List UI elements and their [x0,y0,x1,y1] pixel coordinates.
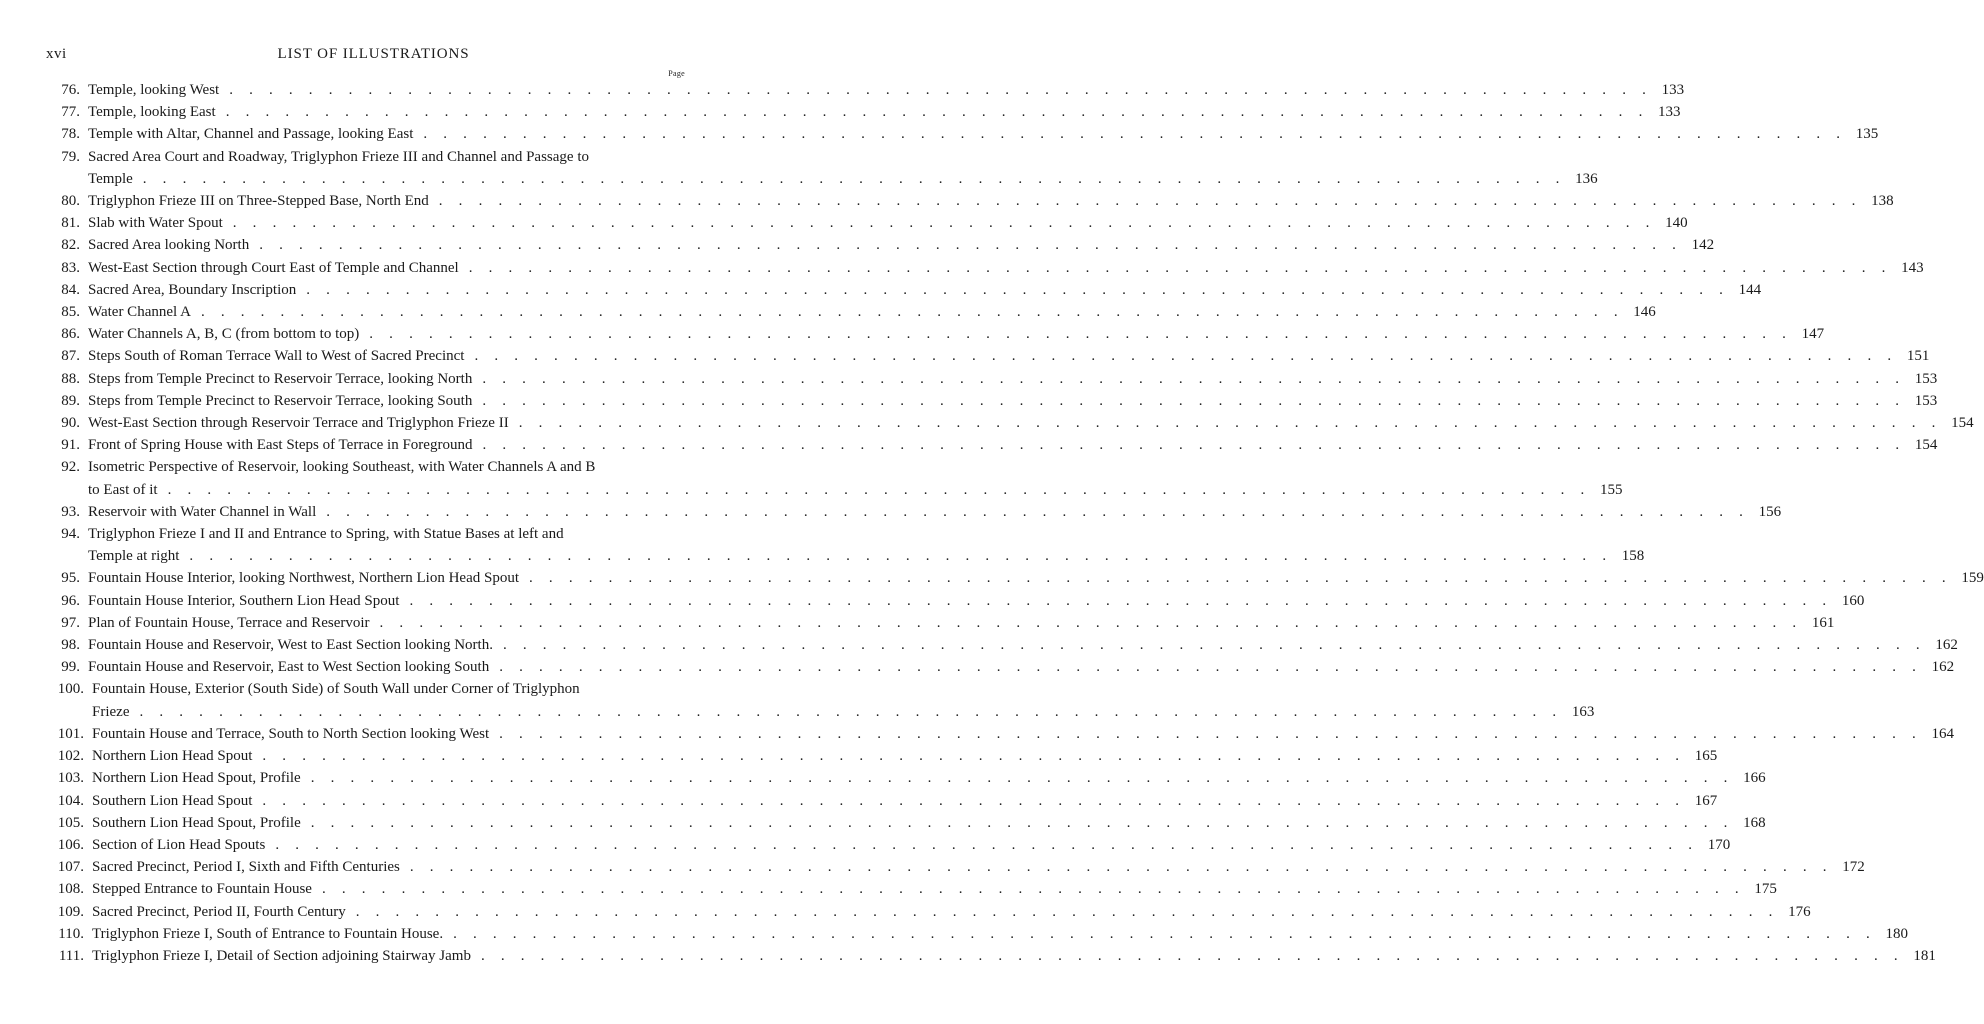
entry-title: West-East Section through Court East of Temple and Channel [88,259,459,276]
entry-body [92,812,1766,834]
entry-page-number: 156 [1758,503,1782,520]
list-item [0,234,1715,256]
list-item [0,212,1688,234]
entry-title: Temple at right [88,548,180,565]
entry-number: 110. [58,925,84,942]
entry-title: Southern Lion Head Spout, Profile [92,814,301,831]
dot-leader: . . . . . . . . . . . . . . . . . . . . . . . . . . . . . . . . . . . . . . . . . . . . . . . . . . . . . . . . . . . . . . . . . . . . . . . . [409,592,1833,609]
entry-title: Triglyphon Frieze I, Detail of Section adjoining Stairway Jamb [92,947,471,964]
entry-number: 79. [61,148,80,165]
entry-page-number: 165 [1694,748,1718,765]
entry-body [92,790,1717,812]
entry-page-number: 133 [1658,104,1681,121]
entry-number: 111. [58,947,84,964]
dot-leader: . . . . . . . . . . . . . . . . . . . . . . . . . . . . . . . . . . . . . . . . . . . . . . . . . . . . . . . . . . . . . . . . . . . . . . . . [310,814,1734,831]
entry-number: 106. [57,836,84,853]
dot-leader: . . . . . . . . . . . . . . . . . . . . . . . . . . . . . . . . . . . . . . . . . . . . . . . . . . . . . . . . . . . . . . . . . . . . . . . . [423,126,1847,143]
entry-body [88,412,1974,434]
entry-page-number: 135 [1855,126,1879,143]
entry-page-number: 170 [1707,836,1731,853]
dot-leader: . . . . . . . . . . . . . . . . . . . . . . . . . . . . . . . . . . . . . . . . . . . . . . . . . . . . . . . . . . . . . . . . . . . . . . . . [474,348,1898,365]
entry-page-number: 172 [1842,859,1865,876]
entry-title: Temple, looking East [88,104,216,121]
dot-leader: . . . . . . . . . . . . . . . . . . . . . . . . . . . . . . . . . . . . . . . . . . . . . . . . . . . . . . . . . . . . . . . . . . . . . . . . [482,437,1906,454]
dot-leader: . . . . . . . . . . . . . . . . . . . . . . . . . . . . . . . . . . . . . . . . . . . . . . . . . . . . . . . . . . . . . . . . . . . . . . . . [262,748,1686,765]
list-item [0,723,1954,745]
entry-title: Northern Lion Head Spout [92,748,253,765]
list-item [0,612,1835,634]
entry-body [88,146,1598,190]
list-item [0,434,1938,456]
list-item [0,945,1936,967]
entry-number: 78. [61,126,80,143]
entry-body [88,612,1834,634]
entry-title: Triglyphon Frieze III on Three-Stepped Base, North End [88,193,429,210]
entry-title: Slab with Water Spout [88,215,223,232]
list-item [0,123,1879,145]
list-item [0,901,1811,923]
entry-title: Sacred Precinct, Period II, Fourth Century [92,903,346,920]
dot-leader: . . . . . . . . . . . . . . . . . . . . . . . . . . . . . . . . . . . . . . . . . . . . . . . . . . . . . . . . . . . . . . . . . . . . . . . . [480,947,1904,964]
entry-body [88,456,1622,500]
entry-body [88,323,1824,345]
dot-leader: . . . . . . . . . . . . . . . . . . . . . . . . . . . . . . . . . . . . . . . . . . . . . . . . . . . . . . . . . . . . . . . . . . . . . . . . [225,104,1649,121]
entry-body [88,101,1681,123]
dot-leader: . . . . . . . . . . . . . . . . . . . . . . . . . . . . . . . . . . . . . . . . . . . . . . . . . . . . . . . . . . . . . . . . . . . . . . . . [189,548,1613,565]
entry-number: 81. [61,215,80,232]
dot-leader: . . . . . . . . . . . . . . . . . . . . . . . . . . . . . . . . . . . . . . . . . . . . . . . . . . . . . . . . . . . . . . . . . . . . . . . . [499,725,1922,742]
list-item [0,834,1731,856]
entry-title: Fountain House Interior, looking Northwest, Northern Lion Head Spout [88,570,520,587]
entry-page-number: 160 [1841,592,1865,609]
entry-title: Sacred Precinct, Period I, Sixth and Fifth Centuries [92,859,400,876]
dot-leader: . . . . . . . . . . . . . . . . . . . . . . . . . . . . . . . . . . . . . . . . . . . . . . . . . . . . . . . . . . . . . . . . . . . . . . . . [482,370,1906,387]
dot-leader: . . . . . . . . . . . . . . . . . . . . . . . . . . . . . . . . . . . . . . . . . . . . . . . . . . . . . . . . . . . . . . . . . . . . . . . . [482,392,1906,409]
entry-number: 93. [61,503,80,520]
list-item [0,101,1681,123]
entry-number: 95. [61,570,80,587]
list-item [0,567,1984,589]
entry-body [88,190,1894,212]
entry-title: Plan of Fountain House, Terrace and Reservoir [88,614,370,631]
list-item [0,634,1958,656]
entry-body [88,79,1684,101]
entry-page-number: 163 [1571,703,1595,720]
entry-page-number: 136 [1575,170,1598,187]
dot-leader: . . . . . . . . . . . . . . . . . . . . . . . . . . . . . . . . . . . . . . . . . . . . . . . . . . . . . . . . . . . . . . . . . . . . . . . . [306,281,1730,298]
entry-title: Fountain House and Terrace, South to North Section looking West [92,725,490,742]
list-item [0,856,1865,878]
entry-title: Fountain House, Exterior (South Side) of South Wall under Corner of Triglyphon [92,681,580,698]
entry-title: Sacred Area Court and Roadway, Triglyphon Frieze III and Channel and Passage to [88,148,589,165]
entry-number: 99. [61,659,80,676]
entry-number: 103. [57,770,84,787]
entry-title: Sacred Area, Boundary Inscription [88,281,297,298]
entry-title: Temple [88,170,133,187]
entry-page-number: 133 [1661,82,1685,98]
entry-number: 80. [61,193,80,210]
entry-title: Triglyphon Frieze I, South of Entrance to Fountain House. [92,925,444,942]
entry-body [92,878,1777,900]
list-item [0,745,1718,767]
entry-body [88,523,1644,567]
illustration-list [0,79,1984,967]
entry-body [92,945,1936,967]
entry-number: 82. [61,237,80,254]
entry-number: 88. [61,370,80,387]
running-title: LIST OF ILLUSTRATIONS [277,46,470,62]
entry-body [88,656,1954,678]
list-item [0,523,1645,567]
list-item [0,790,1718,812]
page-column-label: Page [668,69,685,78]
entry-number: 85. [61,304,80,321]
dot-leader: . . . . . . . . . . . . . . . . . . . . . . . . . . . . . . . . . . . . . . . . . . . . . . . . . . . . . . . . . . . . . . . . . . . . . . . . [518,415,1942,432]
entry-page-number: 159 [1961,570,1984,587]
entry-title: West-East Section through Reservoir Terrace and Triglyphon Frieze II [88,415,509,432]
entry-title: Frieze [92,703,130,720]
dot-leader: . . . . . . . . . . . . . . . . . . . . . . . . . . . . . . . . . . . . . . . . . . . . . . . . . . . . . . . . . . . . . . . . . . . . . . . . [310,770,1734,787]
entry-title: Water Channel A [88,304,191,321]
entry-number: 76. [61,82,80,98]
entry-title: Fountain House and Reservoir, West to East Section looking North. [88,637,493,654]
entry-page-number: 138 [1871,193,1894,210]
dot-leader: . . . . . . . . . . . . . . . . . . . . . . . . . . . . . . . . . . . . . . . . . . . . . . . . . . . . . . . . . . . . . . . . . . . . . . . . [232,215,1656,232]
list-item [0,590,1865,612]
entry-page-number: 162 [1935,637,1958,654]
entry-title: Fountain House Interior, Southern Lion Head Spout [88,592,400,609]
list-item [0,456,1623,500]
entry-page-number: 154 [1951,415,1974,432]
entry-body [88,634,1958,656]
entry-title: Triglyphon Frieze I and II and Entrance to Spring, with Statue Bases at left and [88,526,564,543]
dot-leader: . . . . . . . . . . . . . . . . . . . . . . . . . . . . . . . . . . . . . . . . . . . . . . . . . . . . . . . . . . . . . . . . . . . . . . . . [139,703,1563,720]
entry-title: Front of Spring House with East Steps of Terrace in Foreground [88,437,473,454]
dot-leader: . . . . . . . . . . . . . . . . . . . . . . . . . . . . . . . . . . . . . . . . . . . . . . . . . . . . . . . . . . . . . . . . . . . . . . . . [326,503,1750,520]
entry-number: 90. [61,415,80,432]
entry-number: 77. [61,104,80,121]
entry-page-number: 153 [1914,370,1938,387]
list-item [0,323,1825,345]
entry-body [88,257,1924,279]
entry-title: Fountain House and Reservoir, East to West Section looking South [88,659,490,676]
entry-page-number: 146 [1633,304,1656,321]
entry-body [88,368,1937,390]
entry-body [88,434,1937,456]
entry-number: 83. [61,259,80,276]
dot-leader: . . . . . . . . . . . . . . . . . . . . . . . . . . . . . . . . . . . . . . . . . . . . . . . . . . . . . . . . . . . . . . . . . . . . . . . . [409,859,1833,876]
entry-number: 102. [57,748,84,765]
list-item [0,79,1685,101]
dot-leader: . . . . . . . . . . . . . . . . . . . . . . . . . . . . . . . . . . . . . . . . . . . . . . . . . . . . . . . . . . . . . . . . . . . . . . . . [529,570,1952,587]
entry-body [92,745,1717,767]
entry-number: 86. [61,326,80,343]
entry-title: Stepped Entrance to Fountain House [92,881,312,898]
entry-page-number: 153 [1914,392,1938,409]
dot-leader: . . . . . . . . . . . . . . . . . . . . . . . . . . . . . . . . . . . . . . . . . . . . . . . . . . . . . . . . . . . . . . . . . . . . . . . . [438,193,1862,210]
list-item [0,368,1938,390]
entry-page-number: 140 [1665,215,1688,232]
entry-number: 109. [57,903,84,920]
entry-page-number: 144 [1738,281,1762,298]
list-item [0,878,1777,900]
entry-body [92,856,1865,878]
dot-leader: . . . . . . . . . . . . . . . . . . . . . . . . . . . . . . . . . . . . . . . . . . . . . . . . . . . . . . . . . . . . . . . . . . . . . . . . [259,237,1683,254]
dot-leader: . . . . . . . . . . . . . . . . . . . . . . . . . . . . . . . . . . . . . . . . . . . . . . . . . . . . . . . . . . . . . . . . . . . . . . . . [369,326,1793,343]
list-item [0,656,1955,678]
entry-title: Water Channels A, B, C (from bottom to top) [88,326,360,343]
list-item [0,678,1595,722]
list-item [0,390,1938,412]
entry-title: Steps from Temple Precinct to Reservoir Terrace, looking North [88,370,473,387]
entry-page-number: 162 [1931,659,1955,676]
entry-number: 107. [57,859,84,876]
entry-page-number: 168 [1743,814,1766,831]
dot-leader: . . . . . . . . . . . . . . . . . . . . . . . . . . . . . . . . . . . . . . . . . . . . . . . . . . . . . . . . . . . . . . . . . . . . . . . . [379,614,1803,631]
dot-leader: . . . . . . . . . . . . . . . . . . . . . . . . . . . . . . . . . . . . . . . . . . . . . . . . . . . . . . . . . . . . . . . . . . . . . . . . [167,481,1591,498]
entry-number: 94. [61,526,80,543]
entry-number: 84. [61,281,80,298]
dot-leader: . . . . . . . . . . . . . . . . . . . . . . . . . . . . . . . . . . . . . . . . . . . . . . . . . . . . . . . . . . . . . . . . . . . . . . . . [468,259,1892,276]
list-item [0,412,1974,434]
entry-page-number: 142 [1691,237,1715,254]
entry-page-number: 158 [1621,548,1645,565]
entry-body [92,834,1730,856]
entry-page-number: 180 [1885,925,1908,942]
dot-leader: . . . . . . . . . . . . . . . . . . . . . . . . . . . . . . . . . . . . . . . . . . . . . . . . . . . . . . . . . . . . . . . . . . . . . . . . [229,82,1653,98]
entry-page-number: 175 [1754,881,1777,898]
entry-title: Temple, looking West [88,82,220,98]
entry-body [88,567,1984,589]
entry-number: 98. [61,637,80,654]
entry-page-number: 155 [1599,481,1623,498]
list-item [0,345,1930,367]
entry-title: Reservoir with Water Channel in Wall [88,503,317,520]
entry-title: Isometric Perspective of Reservoir, looking Southeast, with Water Channels A and B [88,459,596,476]
entry-number: 92. [61,459,80,476]
entry-body [92,901,1811,923]
dot-leader: . . . . . . . . . . . . . . . . . . . . . . . . . . . . . . . . . . . . . . . . . . . . . . . . . . . . . . . . . . . . . . . . . . . . . . . . [142,170,1566,187]
entry-body [88,390,1937,412]
dot-leader: . . . . . . . . . . . . . . . . . . . . . . . . . . . . . . . . . . . . . . . . . . . . . . . . . . . . . . . . . . . . . . . . . . . . . . . . [321,881,1745,898]
entry-number: 89. [61,392,80,409]
entry-body [88,123,1878,145]
dot-leader: . . . . . . . . . . . . . . . . . . . . . . . . . . . . . . . . . . . . . . . . . . . . . . . . . . . . . . . . . . . . . . . . . . . . . . . . [502,637,1926,654]
entry-body [92,723,1954,745]
entry-title: Temple with Altar, Channel and Passage, looking East [88,126,414,143]
list-item [0,767,1766,789]
entry-page-number: 143 [1901,259,1924,276]
entry-page-number: 164 [1931,725,1954,742]
entry-body [88,279,1761,301]
list-item [0,301,1656,323]
entry-body [88,501,1781,523]
entry-number: 91. [61,437,80,454]
dot-leader: . . . . . . . . . . . . . . . . . . . . . . . . . . . . . . . . . . . . . . . . . . . . . . . . . . . . . . . . . . . . . . . . . . . . . . . . [453,925,1876,942]
entry-page-number: 166 [1743,770,1766,787]
entry-body [88,345,1929,367]
entry-body [88,301,1656,323]
entry-page-number: 167 [1694,792,1718,809]
entry-body [88,212,1688,234]
entry-number: 87. [61,348,80,365]
entry-title: Southern Lion Head Spout [92,792,253,809]
entry-number: 105. [57,814,84,831]
entry-title: Northern Lion Head Spout, Profile [92,770,301,787]
dot-leader: . . . . . . . . . . . . . . . . . . . . . . . . . . . . . . . . . . . . . . . . . . . . . . . . . . . . . . . . . . . . . . . . . . . . . . . . [200,304,1624,321]
list-item [0,279,1762,301]
dot-leader: . . . . . . . . . . . . . . . . . . . . . . . . . . . . . . . . . . . . . . . . . . . . . . . . . . . . . . . . . . . . . . . . . . . . . . . . [275,836,1699,853]
entry-number: 97. [61,614,80,631]
dot-leader: . . . . . . . . . . . . . . . . . . . . . . . . . . . . . . . . . . . . . . . . . . . . . . . . . . . . . . . . . . . . . . . . . . . . . . . . [499,659,1923,676]
entry-page-number: 147 [1801,326,1825,343]
entry-page-number: 151 [1906,348,1930,365]
entry-body [88,590,1864,612]
entry-page-number: 176 [1788,903,1811,920]
list-item [0,257,1924,279]
entry-body [92,923,1908,945]
entry-title: Steps South of Roman Terrace Wall to West of Sacred Precinct [88,348,465,365]
entry-title: Section of Lion Head Spouts [92,836,266,853]
entry-page-number: 181 [1913,947,1936,964]
dot-leader: . . . . . . . . . . . . . . . . . . . . . . . . . . . . . . . . . . . . . . . . . . . . . . . . . . . . . . . . . . . . . . . . . . . . . . . . [262,792,1686,809]
list-item [0,146,1598,190]
entry-body [92,767,1766,789]
entry-number: 104. [57,792,84,809]
entry-page-number: 154 [1914,437,1938,454]
entry-title: to East of it [88,481,158,498]
entry-number: 108. [57,881,84,898]
list-item [0,812,1766,834]
entry-body [88,234,1714,256]
entry-number: 100. [57,681,84,698]
list-item [0,501,1782,523]
dot-leader: . . . . . . . . . . . . . . . . . . . . . . . . . . . . . . . . . . . . . . . . . . . . . . . . . . . . . . . . . . . . . . . . . . . . . . . . [355,903,1779,920]
entry-number: 101. [57,725,84,742]
entry-title: Steps from Temple Precinct to Reservoir Terrace, looking South [88,392,473,409]
page-folio: xvi [46,46,67,62]
list-item [0,923,1908,945]
entry-title: Sacred Area looking North [88,237,250,254]
list-item [0,190,1894,212]
entry-number: 96. [61,592,80,609]
entry-page-number: 161 [1811,614,1835,631]
entry-body [92,678,1594,722]
